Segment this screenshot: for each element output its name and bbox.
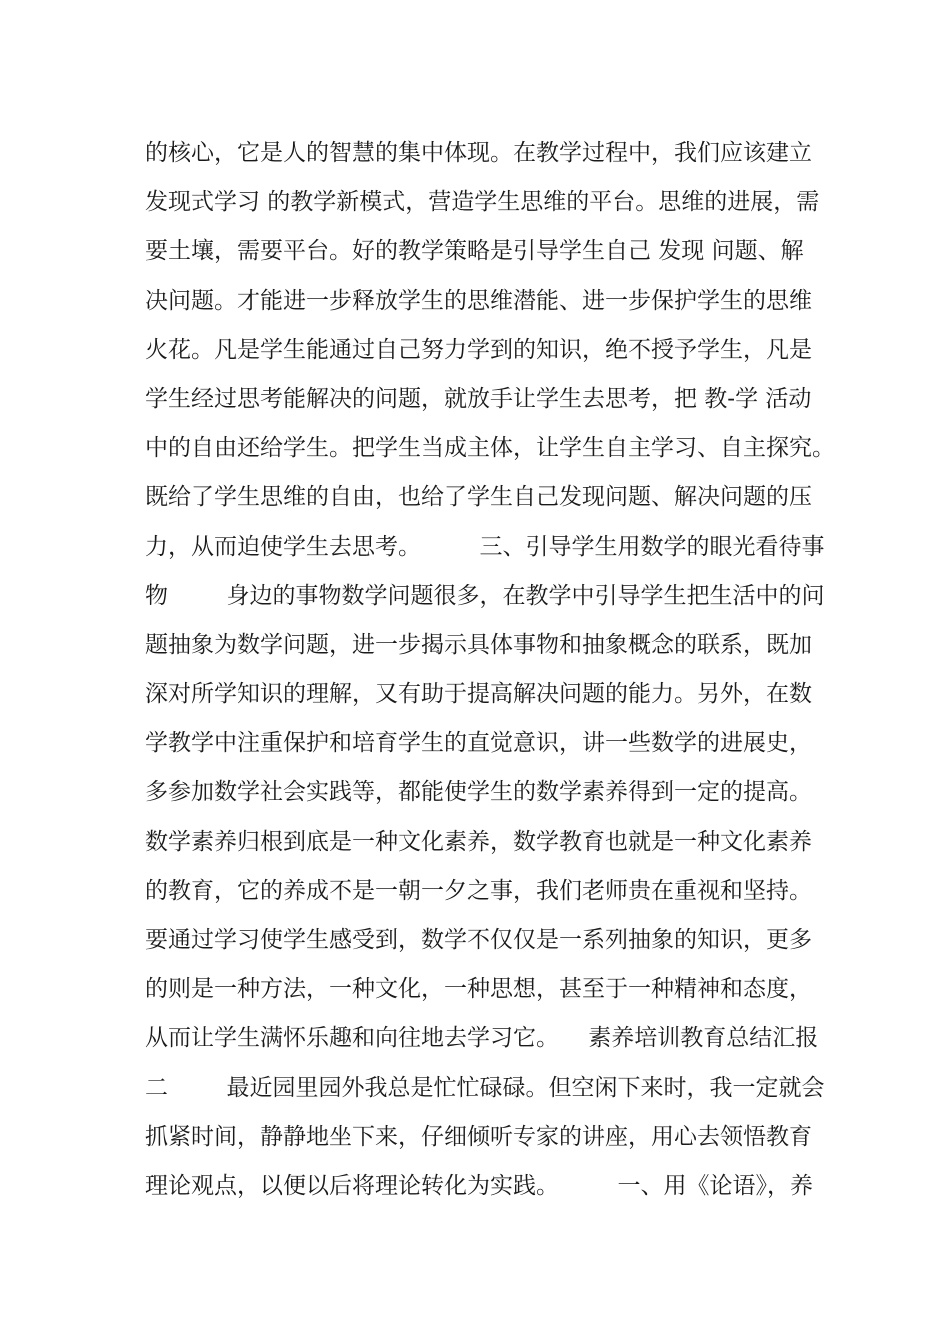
text-line: 决问题。才能进一步释放学生的思维潜能、进一步保护学生的思维	[145, 287, 812, 314]
body-text	[145, 129, 835, 1211]
text-line: 的则是一种方法，一种文化，一种思想，甚至于一种精神和态度，	[145, 976, 812, 1003]
text-line: 理论观点，以便以后将理论转化为实践。 一、用《论语》，养	[145, 1172, 813, 1199]
text-line: 的教育，它的养成不是一朝一夕之事，我们老师贵在重视和坚持。	[145, 877, 812, 904]
text-line: 抓紧时间，静静地坐下来，仔细倾听专家的讲座，用心去领悟教育	[145, 1123, 812, 1150]
text-line: 学教学中注重保护和培育学生的直觉意识，讲一些数学的进展史，	[145, 730, 812, 757]
text-line: 题抽象为数学问题，进一步揭示具体事物和抽象概念的联系，既加	[145, 631, 812, 658]
text-line: 火花。凡是学生能通过自己努力学到的知识，绝不授予学生，凡是	[145, 336, 812, 363]
text-line: 学生经过思考能解决的问题，就放手让学生去思考，把 教-学 活动	[145, 385, 812, 412]
text-line: 既给了学生思维的自由，也给了学生自己发现问题、解决问题的压	[145, 484, 812, 511]
text-line: 中的自由还给学生。把学生当成主体，让学生自主学习、自主探究。	[145, 435, 835, 462]
text-line: 力，从而迫使学生去思考。 三、引导学生用数学的眼光看待事	[145, 533, 825, 560]
text-line: 多参加数学社会实践等，都能使学生的数学素养得到一定的提高。	[145, 779, 812, 806]
text-line: 二 最近园里园外我总是忙忙碌碌。但空闲下来时，我一定就会	[145, 1074, 825, 1101]
text-line: 的核心，它是人的智慧的集中体现。在教学过程中，我们应该建立	[145, 140, 812, 166]
text-line: 物 身边的事物数学问题很多，在教学中引导学生把生活中的问	[145, 582, 825, 609]
text-line: 发现式学习 的教学新模式，营造学生思维的平台。思维的进展，需	[145, 189, 820, 216]
text-line: 深对所学知识的理解，又有助于提高解决问题的能力。另外，在数	[145, 681, 812, 708]
text-line: 从而让学生满怀乐趣和向往地去学习它。 素养培训教育总结汇报	[145, 1025, 819, 1052]
text-line: 数学素养归根到底是一种文化素养，数学教育也就是一种文化素养	[145, 828, 812, 855]
text-line: 要通过学习使学生感受到，数学不仅仅是一系列抽象的知识，更多	[145, 927, 812, 953]
text-line: 要土壤，需要平台。好的教学策略是引导学生自己 发现 问题、解	[145, 238, 804, 265]
